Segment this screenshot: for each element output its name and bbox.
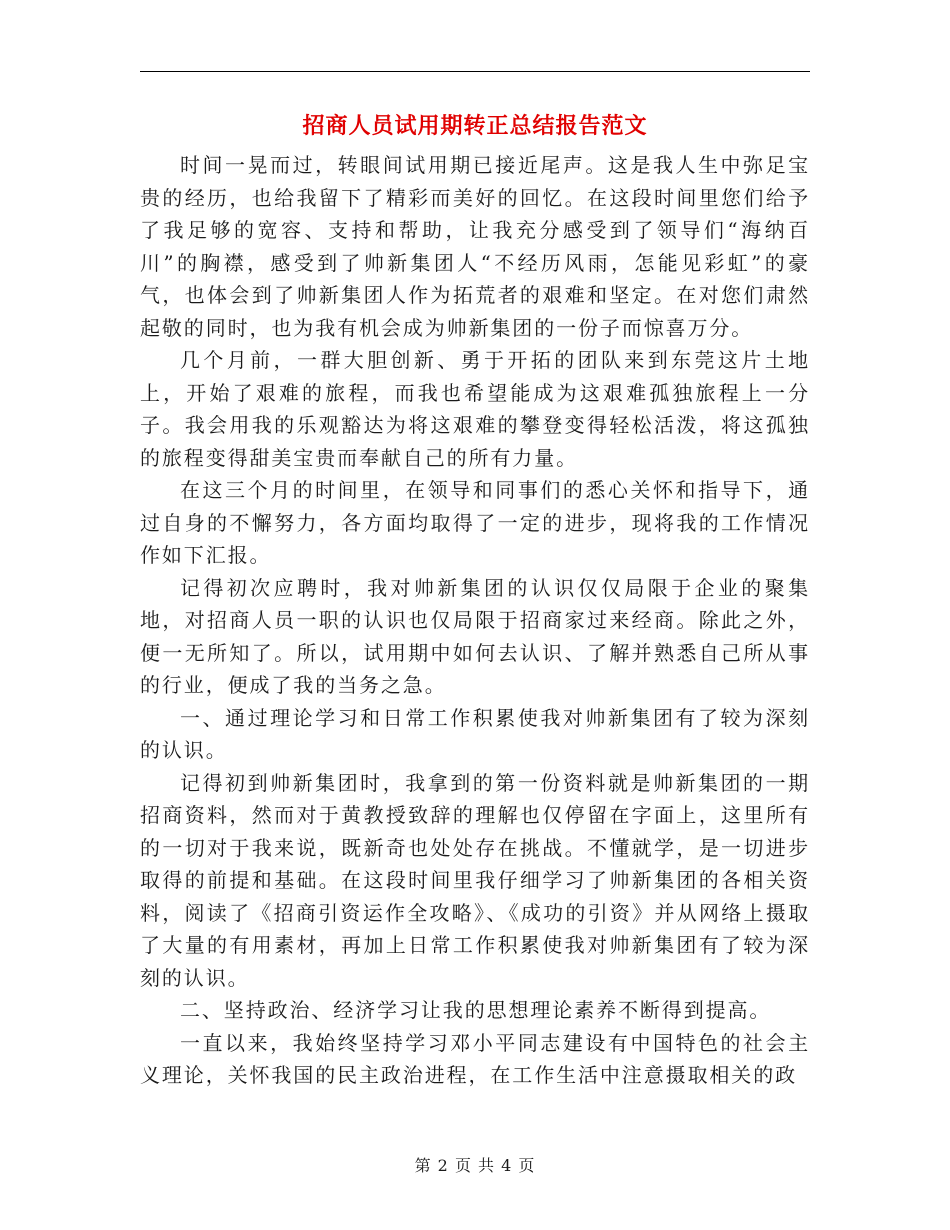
section-heading-1: 一、通过理论学习和日常工作积累使我对帅新集团有了较为深刻的认识。 [140,705,810,762]
paragraph-6: 一直以来，我始终坚持学习邓小平同志建设有中国特色的社会主义理论，关怀我国的民主政治进程，在工作生活中注意摄取相关的政 [140,1030,810,1087]
header-rule [140,71,810,72]
document-body [140,149,810,1092]
document-title: 招商人员试用期转正总结报告范文 [302,113,648,139]
paragraph-3: 在这三个月的时间里，在领导和同事们的悉心关怀和指导下，通过自身的不懈努力，各方面均取得了一定的进步，现将我的工作情况作如下汇报。 [140,478,810,567]
page-number-footer: 第 2 页 共 4 页 [414,1156,536,1175]
paragraph-2: 几个月前，一群大胆创新、勇于开拓的团队来到东莞这片土地上，开始了艰难的旅程，而我也希望能成为这艰难孤独旅程上一分子。我会用我的乐观豁达为将这艰难的攀登变得轻松活泼，将这孤独的旅程变得甜美宝贵而奉献自己的所有力量。 [140,348,810,470]
paragraph-1: 时间一晃而过，转眼间试用期已接近尾声。这是我人生中弥足宝贵的经历，也给我留下了精彩而美好的回忆。在这段时间里您们给予了我足够的宽容、支持和帮助，让我充分感受到了领导们“海纳百川”的胸襟，感受到了帅新集团人“不经历风雨，怎能见彩虹”的豪气，也体会到了帅新集团人作为拓荒者的艰难和坚定。在对您们肃然起敬的同时，也为我有机会成为帅新集团的一份子而惊喜万分。 [140,153,810,340]
paragraph-5: 记得初到帅新集团时，我拿到的第一份资料就是帅新集团的一期招商资料，然而对于黄教授致辞的理解也仅停留在字面上，这里所有的一切对于我来说，既新奇也处处存在挑战。不懂就学，是一切进步取得的前提和基础。在这段时间里我仔细学习了帅新集团的各相关资料，阅读了《招商引资运作全攻略》、《成功的引资》并从网络上摄取了大量的有用素材，再加上日常工作积累使我对帅新集团有了较为深刻的认识。 [140,770,810,990]
section-heading-2: 二、坚持政治、经济学习让我的思想理论素养不断得到提高。 [180,998,772,1022]
paragraph-4: 记得初次应聘时，我对帅新集团的认识仅仅局限于企业的聚集地，对招商人员一职的认识也仅局限于招商家过来经商。除此之外，便一无所知了。所以，试用期中如何去认识、了解并熟悉自己所从事的行业，便成了我的当务之急。 [140,575,810,697]
